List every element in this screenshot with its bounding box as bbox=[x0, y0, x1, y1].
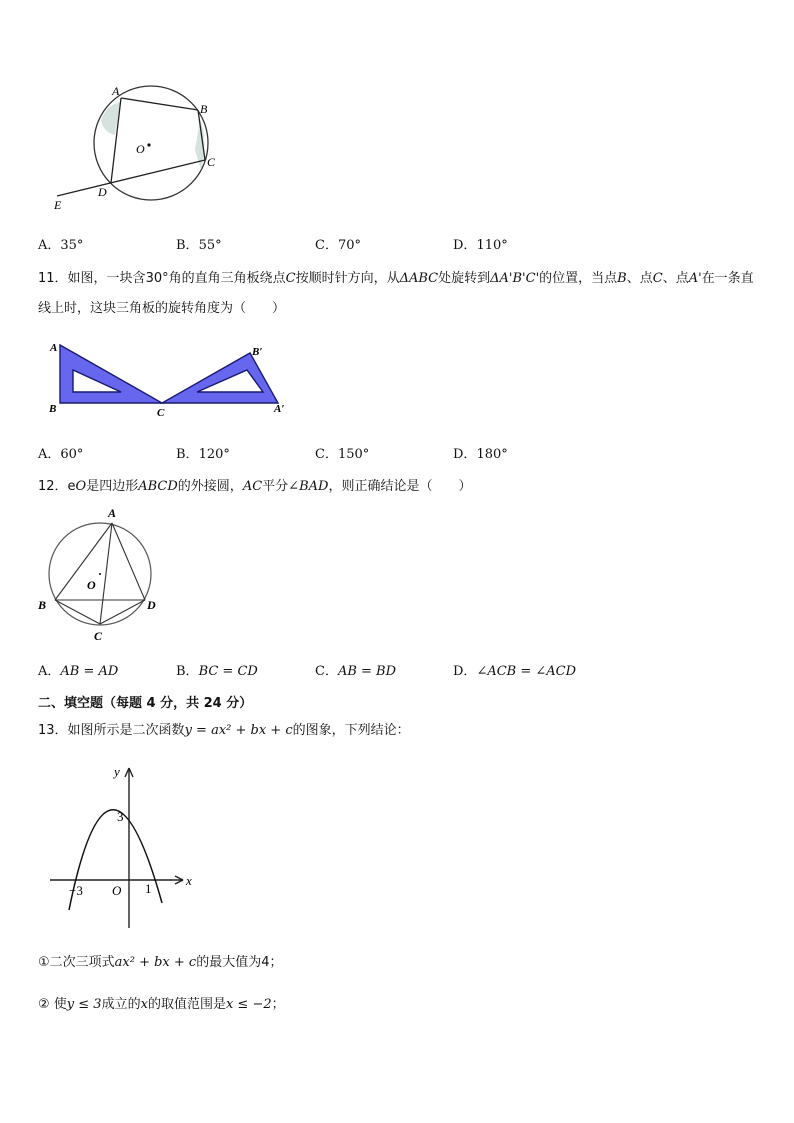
q10-label-c: C bbox=[207, 155, 216, 169]
q10-center-dot bbox=[147, 143, 150, 146]
q11-triangle-abc bbox=[60, 345, 162, 403]
q12-option-b: B．BC = CD bbox=[176, 664, 258, 679]
q11-label-a: A bbox=[50, 342, 58, 354]
q11-label-c: C bbox=[157, 407, 165, 419]
q11-option-a: A．60° bbox=[38, 447, 84, 462]
q10-options bbox=[38, 234, 758, 254]
q12-center-dot bbox=[99, 573, 101, 575]
q10-option-b: B．55° bbox=[176, 238, 222, 253]
q12-line-ab bbox=[55, 523, 112, 600]
q13-label-3: 3 bbox=[117, 809, 124, 824]
q10-option-d: D．110° bbox=[453, 238, 508, 253]
q11-label-a-prime: A′ bbox=[274, 403, 285, 415]
q10-line-ab bbox=[121, 98, 198, 110]
q12-label-d: D bbox=[147, 598, 156, 612]
q10-figure bbox=[45, 80, 235, 215]
q11-label-b-prime: B′ bbox=[252, 346, 263, 358]
q11-options bbox=[38, 443, 758, 463]
q11-triangle-a-b-c-prime bbox=[162, 353, 278, 403]
q13-label-y: y bbox=[114, 764, 120, 779]
q12-label-a: A bbox=[108, 506, 117, 520]
q11-option-d: D．180° bbox=[453, 447, 508, 462]
q10-label-b: B bbox=[200, 102, 208, 116]
q10-option-c: C．70° bbox=[315, 238, 361, 253]
q13-statement-2: ② 使y ≤ 3成立的x的取值范围是x ≤ −2； bbox=[38, 997, 285, 1012]
q13-label-neg3: −3 bbox=[69, 883, 83, 898]
q11-option-b: B．120° bbox=[176, 447, 230, 462]
q13-question: 13．如图所示是二次函数y = ax² + bx + c的图象，下列结论： bbox=[38, 723, 410, 738]
q12-line-ad bbox=[112, 523, 145, 600]
q12-label-o: O bbox=[87, 578, 96, 592]
q10-label-o: O bbox=[136, 142, 145, 156]
q11-figure bbox=[45, 340, 290, 420]
q13-label-1: 1 bbox=[145, 881, 152, 896]
q11-option-c: C．150° bbox=[315, 447, 370, 462]
q11-question: 11．如图，一块含30°角的直角三角板绕点C按顺时针方向，从ΔABC处旋转到ΔA'B'C'的位置，当点B、点C、点A'在一条直线上时，这块三角板的旋转角度为（ ） bbox=[38, 271, 754, 316]
q12-figure bbox=[35, 503, 165, 648]
q13-label-x: x bbox=[186, 873, 192, 888]
q10-label-d: D bbox=[98, 185, 107, 199]
q12-label-c: C bbox=[94, 629, 103, 643]
q13-graph bbox=[45, 760, 205, 935]
q12-line-ac bbox=[100, 523, 112, 624]
q12-option-a: A．AB = AD bbox=[38, 664, 119, 679]
q13-statement-1: ①二次三项式ax² + bx + c的最大值为4； bbox=[38, 955, 283, 970]
q10-option-a: A．35° bbox=[38, 238, 84, 253]
q12-option-d: D．∠ACB = ∠ACD bbox=[453, 664, 577, 679]
section-2-title: 二、填空题（每题 4 分，共 24 分） bbox=[38, 696, 253, 711]
q10-label-a: A bbox=[112, 84, 120, 98]
q10-label-e: E bbox=[54, 198, 62, 212]
q13-label-origin: O bbox=[112, 883, 122, 898]
q12-option-c: C．AB = BD bbox=[315, 664, 397, 679]
q12-label-b: B bbox=[38, 598, 47, 612]
q12-options bbox=[38, 660, 758, 680]
q12-question: 12．eO是四边形ABCD的外接圆，AC平分∠BAD，则正确结论是（ ） bbox=[38, 479, 472, 494]
q11-label-b: B bbox=[49, 403, 57, 415]
